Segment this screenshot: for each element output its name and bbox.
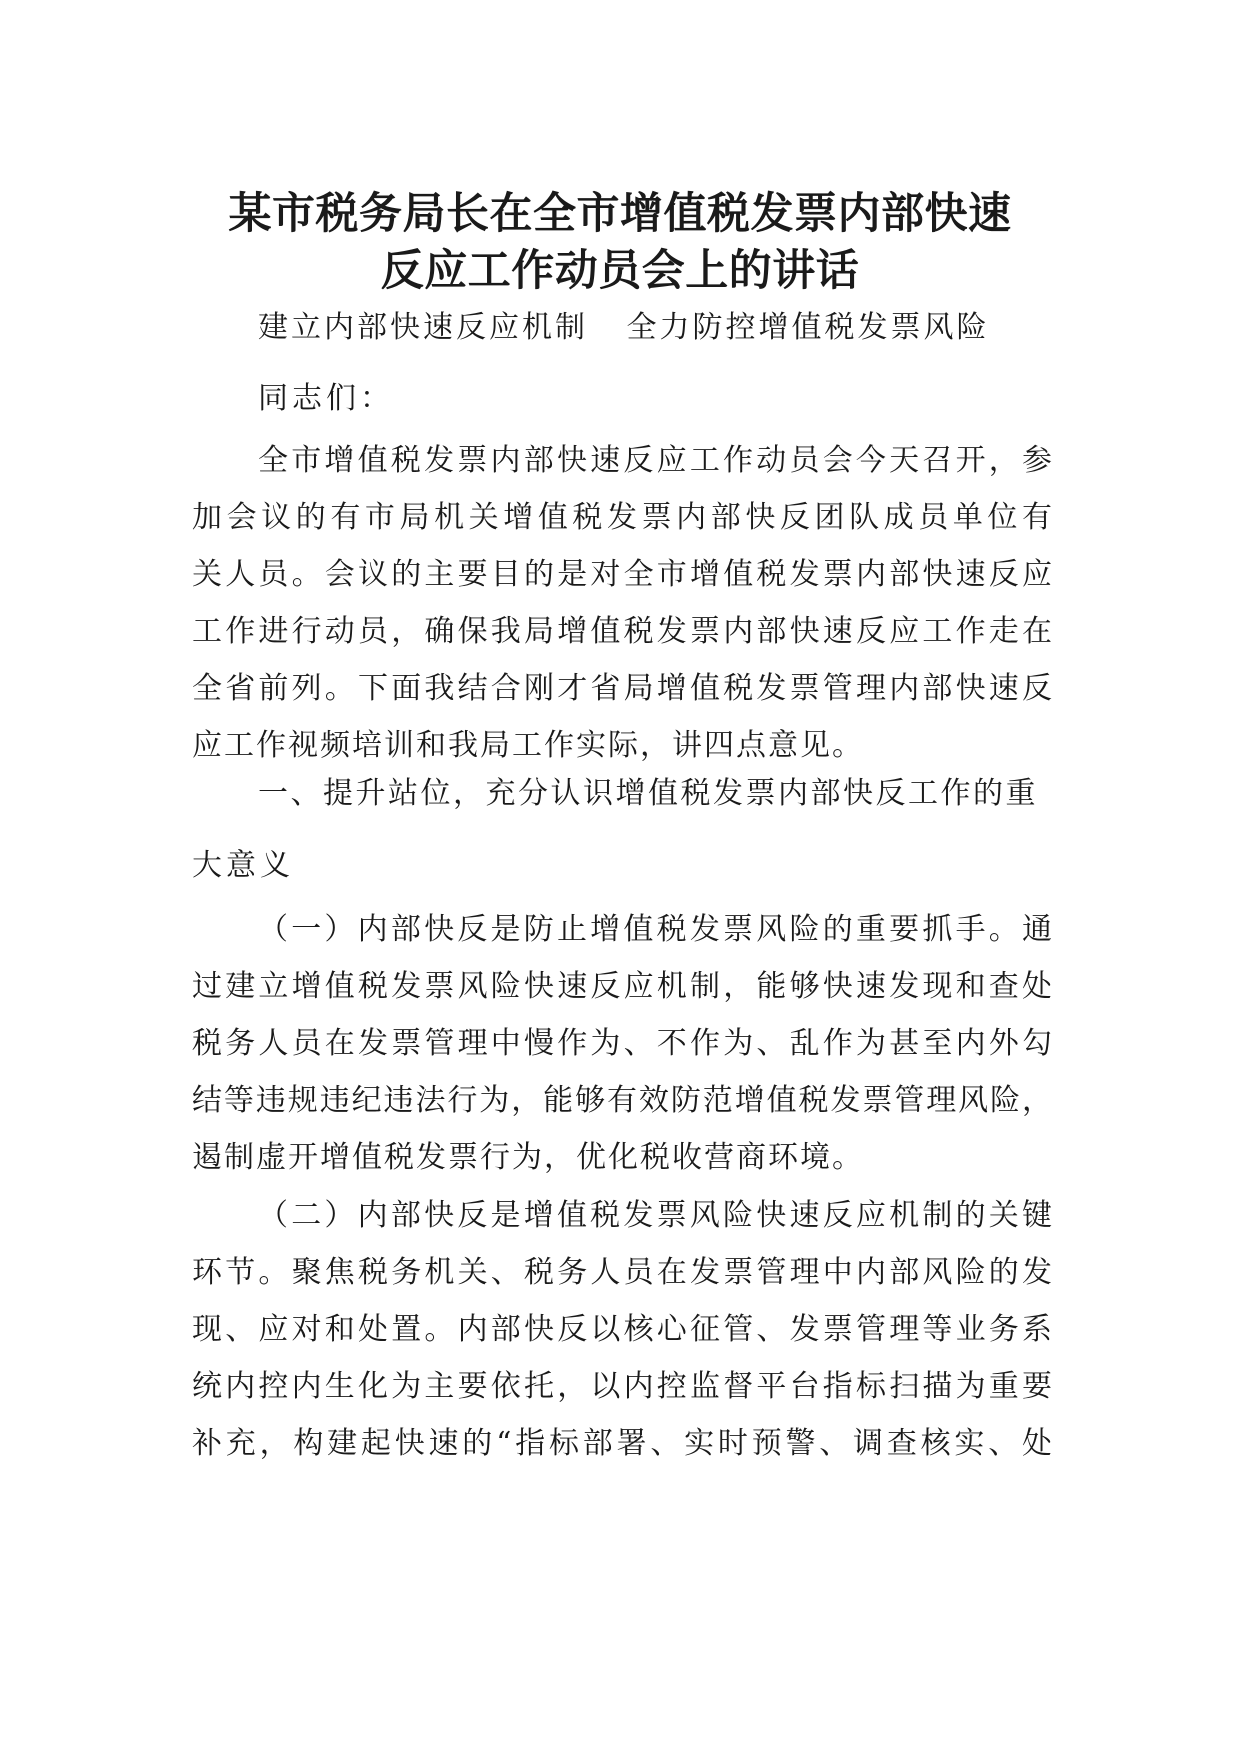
text-line: 全省前列。下面我结合刚才省局增值税发票管理内部快速反 bbox=[192, 671, 1052, 706]
paragraph-subsection-2 bbox=[192, 1187, 1052, 1472]
text-line: 工作进行动员，确保我局增值税发票内部快速反应工作走在 bbox=[192, 614, 1052, 649]
text-line: 应工作视频培训和我局工作实际，讲四点意见。 bbox=[192, 728, 864, 763]
document-title bbox=[150, 186, 1090, 300]
text-line: 环节。聚焦税务机关、税务人员在发票管理中内部风险的发 bbox=[192, 1255, 1052, 1290]
paragraph-subsection-1 bbox=[192, 901, 1052, 1186]
document-subtitle: 建立内部快速反应机制 全力防控增值税发票风险 bbox=[258, 310, 990, 345]
text-line: 过建立增值税发票风险快速反应机制，能够快速发现和查处 bbox=[192, 969, 1052, 1004]
text-line: 全市增值税发票内部快速反应工作动员会今天召开，参 bbox=[258, 443, 1052, 478]
text-line: 加会议的有市局机关增值税发票内部快反团队成员单位有 bbox=[192, 500, 1052, 535]
text-line: 统内控内生化为主要依托，以内控监督平台指标扫描为重要 bbox=[192, 1369, 1052, 1404]
text-line: 补充，构建起快速的“指标部署、实时预警、调查核实、处 bbox=[192, 1426, 1052, 1461]
text-line: （一）内部快反是防止增值税发票风险的重要抓手。通 bbox=[258, 912, 1052, 947]
text-line: 税务人员在发票管理中慢作为、不作为、乱作为甚至内外勾 bbox=[192, 1026, 1052, 1061]
text-line: 结等违规违纪违法行为，能够有效防范增值税发票管理风险， bbox=[192, 1083, 1052, 1118]
text-line: （二）内部快反是增值税发票风险快速反应机制的关键 bbox=[258, 1198, 1052, 1233]
text-line: 关人员。会议的主要目的是对全市增值税发票内部快速反应 bbox=[192, 557, 1052, 592]
text-line: 遏制虚开增值税发票行为，优化税收营商环境。 bbox=[192, 1140, 864, 1175]
title-line-1: 某市税务局长在全市增值税发票内部快速 bbox=[228, 189, 1012, 239]
title-line-2: 反应工作动员会上的讲话 bbox=[380, 246, 860, 296]
section-heading-1-continued: 大意义 bbox=[192, 848, 294, 883]
section-heading-1: 一、提升站位，充分认识增值税发票内部快反工作的重 bbox=[258, 776, 1038, 811]
greeting: 同志们： bbox=[258, 381, 394, 416]
text-line: 现、应对和处置。内部快反以核心征管、发票管理等业务系 bbox=[192, 1312, 1052, 1347]
paragraph-intro bbox=[192, 432, 1052, 774]
